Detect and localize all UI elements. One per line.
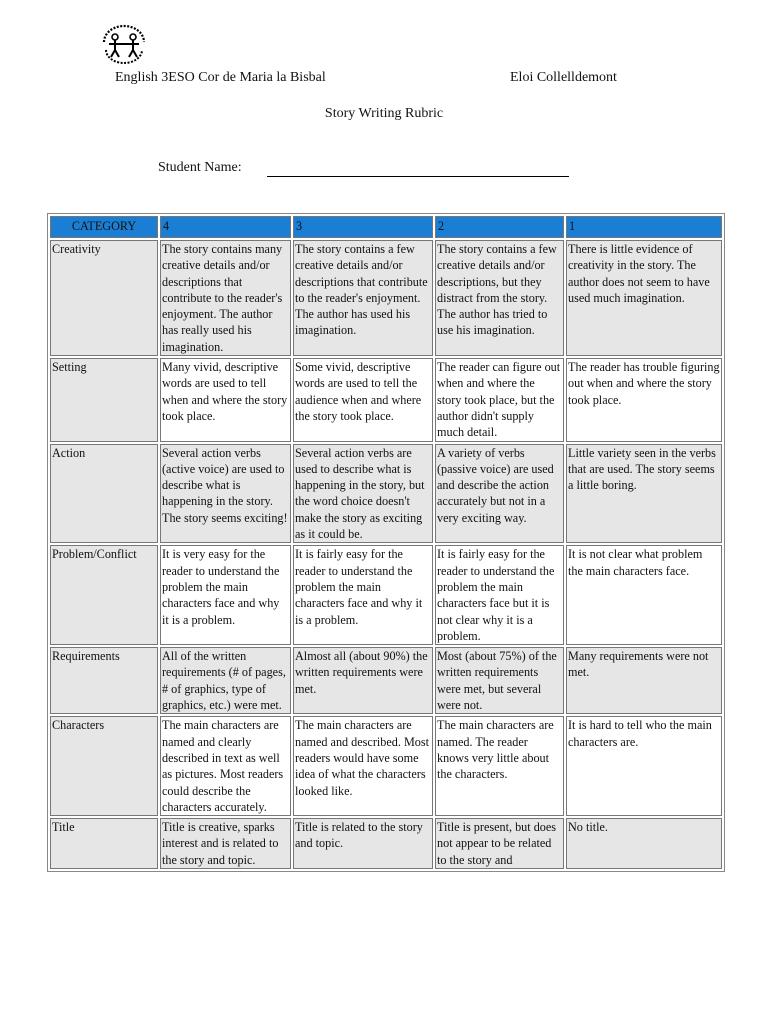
table-cell: Little variety seen in the verbs that are used. The story seems a little boring.: [566, 444, 722, 544]
column-header: CATEGORY: [50, 216, 158, 238]
table-cell: Many requirements were not met.: [566, 647, 722, 714]
table-cell: The reader can figure out when and where the story took place, but the author didn't supply much detail.: [435, 358, 564, 441]
table-cell: It is very easy for the reader to understand the problem the main characters face and why it is a problem.: [160, 545, 291, 645]
table-row: [50, 647, 722, 714]
table-cell: There is little evidence of creativity in the story. The author does not seem to have used much imagination.: [566, 240, 722, 356]
school-logo-icon: [100, 24, 148, 64]
table-cell: Most (about 75%) of the written requirements were met, but several were not.: [435, 647, 564, 714]
table-cell: Title is related to the story and topic.: [293, 818, 433, 869]
column-header: 3: [293, 216, 433, 238]
table-row: [50, 444, 722, 544]
student-name-label: Student Name:: [158, 160, 242, 175]
course-label: English 3ESO Cor de Maria la Bisbal: [115, 70, 326, 85]
column-header: 4: [160, 216, 291, 238]
table-cell: It is fairly easy for the reader to understand the problem the main characters face but it is not clear why it is a problem.: [435, 545, 564, 645]
category-cell: Setting: [50, 358, 158, 441]
column-header: 2: [435, 216, 564, 238]
category-cell: Requirements: [50, 647, 158, 714]
table-row: [50, 818, 722, 869]
table-cell: Some vivid, descriptive words are used to tell the audience when and where the story took place.: [293, 358, 433, 441]
rubric-table: [47, 213, 725, 872]
table-row: [50, 358, 722, 441]
category-cell: Problem/Conflict: [50, 545, 158, 645]
column-header: 1: [566, 216, 722, 238]
table-cell: Several action verbs (active voice) are used to describe what is happening in the story. The story seems exciting!: [160, 444, 291, 544]
table-cell: The reader has trouble figuring out when and where the story took place.: [566, 358, 722, 441]
table-cell: Title is creative, sparks interest and is related to the story and topic.: [160, 818, 291, 869]
table-cell: The main characters are named. The reader knows very little about the characters.: [435, 716, 564, 816]
table-row: [50, 716, 722, 816]
page-title: Story Writing Rubric: [324, 106, 444, 121]
category-cell: Characters: [50, 716, 158, 816]
student-name-field[interactable]: [267, 176, 569, 177]
category-cell: Creativity: [50, 240, 158, 356]
table-cell: Several action verbs are used to describe what is happening in the story, but the word choice doesn't make the story as exciting as it could be.: [293, 444, 433, 544]
table-row: [50, 545, 722, 645]
table-cell: A variety of verbs (passive voice) are used and describe the action accurately but not in a very exciting way.: [435, 444, 564, 544]
table-cell: Almost all (about 90%) the written requirements were met.: [293, 647, 433, 714]
table-row: [50, 240, 722, 356]
table-cell: Many vivid, descriptive words are used to tell when and where the story took place.: [160, 358, 291, 441]
table-cell: No title.: [566, 818, 722, 869]
table-cell: It is fairly easy for the reader to understand the problem the main characters face and why it is a problem.: [293, 545, 433, 645]
table-cell: The story contains a few creative details and/or descriptions that contribute to the reader's enjoyment. The author has used his imagination.: [293, 240, 433, 356]
table-cell: It is not clear what problem the main characters face.: [566, 545, 722, 645]
table-cell: Title is present, but does not appear to be related to the story and: [435, 818, 564, 869]
category-cell: Action: [50, 444, 158, 544]
table-cell: It is hard to tell who the main characters are.: [566, 716, 722, 816]
table-cell: The main characters are named and clearly described in text as well as pictures. Most readers could describe the characters accurately.: [160, 716, 291, 816]
table-cell: The story contains a few creative details and/or descriptions, but they distract from the story. The author has tried to use his imagination.: [435, 240, 564, 356]
table-header-row: [50, 216, 722, 238]
category-cell: Title: [50, 818, 158, 869]
table-cell: The story contains many creative details and/or descriptions that contribute to the reader's enjoyment. The author has really used his imagination.: [160, 240, 291, 356]
author-name: Eloi Collelldemont: [510, 70, 617, 85]
table-cell: All of the written requirements (# of pages, # of graphics, type of graphics, etc.) were met.: [160, 647, 291, 714]
table-cell: The main characters are named and described. Most readers would have some idea of what the characters looked like.: [293, 716, 433, 816]
